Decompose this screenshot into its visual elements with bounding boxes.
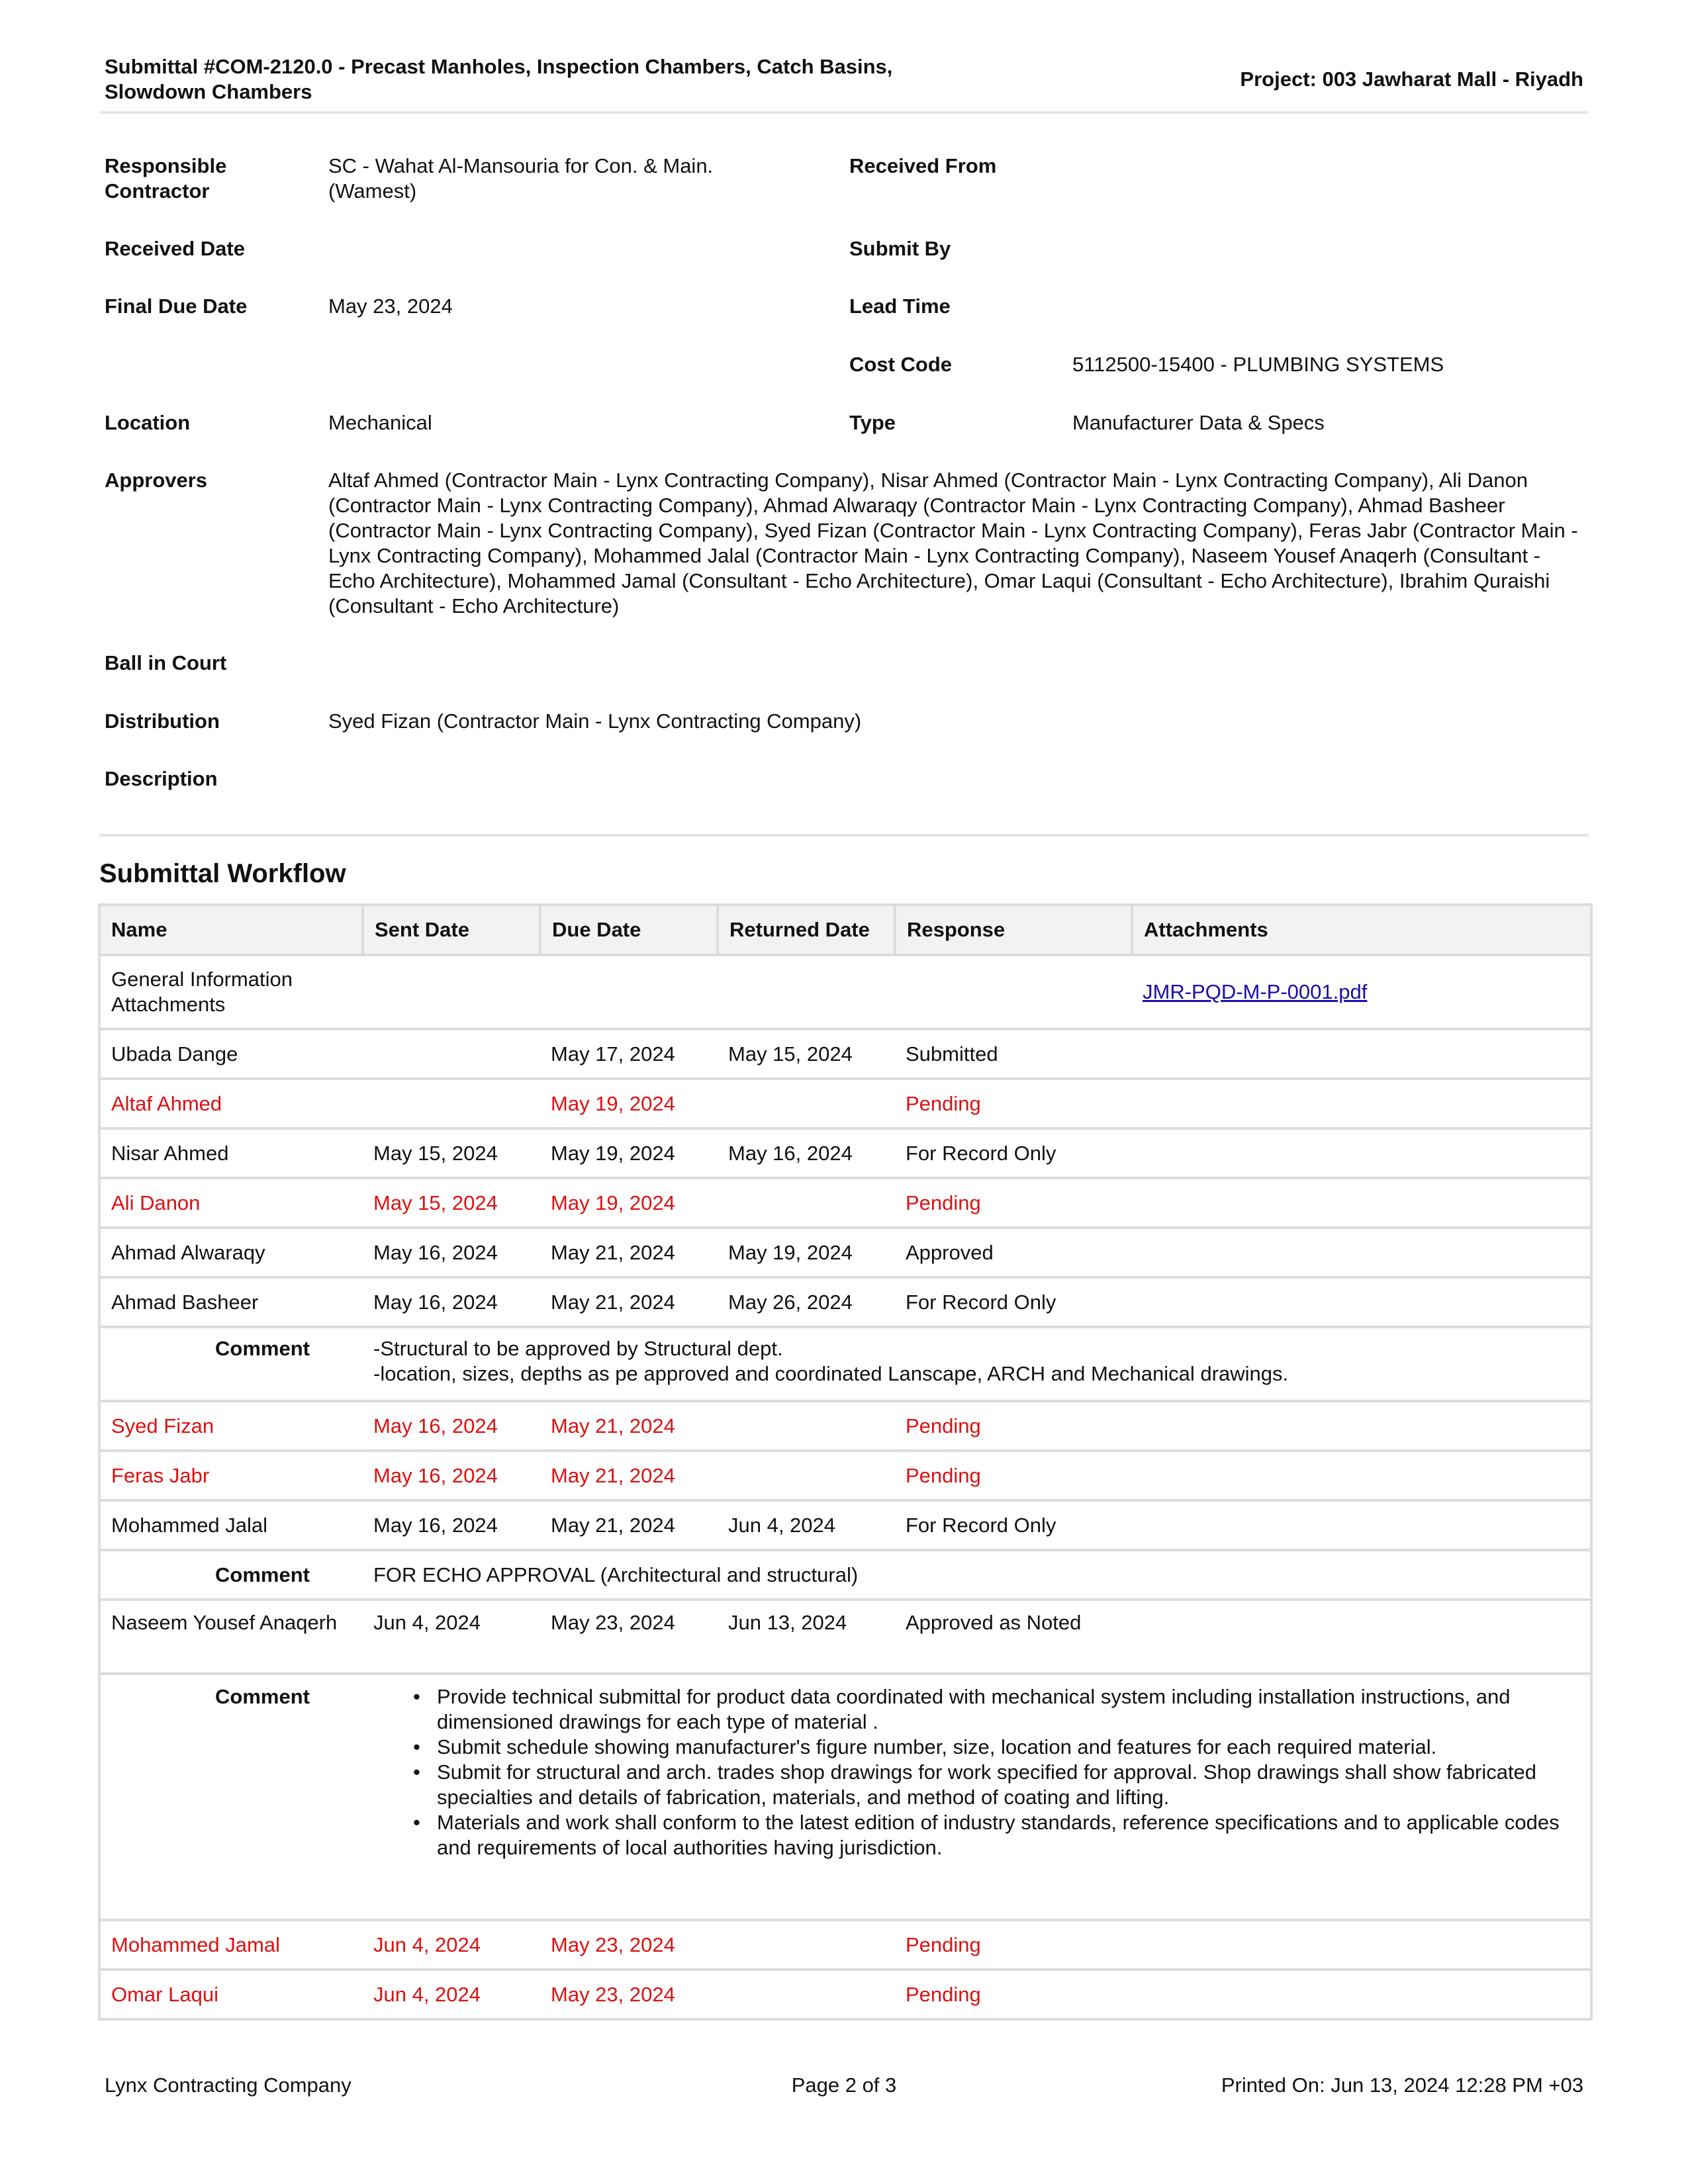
comment-list-item: • Provide technical submittal for product data coordinated with mechanical system including installation instructions, and dimensioned drawings for each type of material . <box>413 1684 1579 1735</box>
row-sent: May 16, 2024 <box>363 1500 540 1550</box>
row-returned <box>718 1920 895 1970</box>
row-due: May 21, 2024 <box>540 1401 718 1451</box>
comment-label: Comment <box>99 1550 363 1600</box>
row-sent: May 15, 2024 <box>363 1178 540 1228</box>
comment-row <box>99 1550 1591 1600</box>
responsible-contractor-label: Responsible Contractor <box>105 154 227 203</box>
row-returned: Jun 4, 2024 <box>718 1500 895 1550</box>
row-due: May 21, 2024 <box>540 1451 718 1500</box>
row-returned <box>718 1451 895 1500</box>
comment-text: FOR ECHO APPROVAL (Architectural and structural) <box>363 1550 1591 1600</box>
final-due-date-value: May 23, 2024 <box>328 295 453 318</box>
project-name: Project: 003 Jawharat Mall - Riyadh <box>1240 68 1583 91</box>
responsible-contractor-value: SC - Wahat Al-Mansouria for Con. & Main. (Wamest) <box>328 154 714 203</box>
row-due: May 19, 2024 <box>540 1128 718 1178</box>
row-name: Omar Laqui <box>99 1970 363 2019</box>
row-response: For Record Only <box>895 1128 1132 1178</box>
row-sent: May 16, 2024 <box>363 1401 540 1451</box>
comment-label: Comment <box>99 1674 363 1920</box>
comment-list <box>373 1684 1579 1860</box>
row-sent <box>363 1029 540 1079</box>
row-name: Altaf Ahmed <box>99 1079 363 1128</box>
col-header-response: Response <box>895 905 1132 955</box>
row-due: May 19, 2024 <box>540 1178 718 1228</box>
row-due: May 19, 2024 <box>540 1079 718 1128</box>
row-due: May 17, 2024 <box>540 1029 718 1079</box>
workflow-table <box>98 903 1593 2021</box>
table-row <box>99 955 1591 1029</box>
row-due: May 23, 2024 <box>540 1920 718 1970</box>
row-name: Ali Danon <box>99 1178 363 1228</box>
row-name: Mohammed Jalal <box>99 1500 363 1550</box>
ball-in-court-label: Ball in Court <box>105 651 227 674</box>
general-info-name: General Information Attachments <box>99 955 363 1029</box>
final-due-date-label: Final Due Date <box>105 295 248 318</box>
table-header-row <box>99 905 1591 955</box>
workflow-title: Submittal Workflow <box>99 859 346 888</box>
row-name: Naseem Yousef Anaqerh <box>99 1600 363 1674</box>
comment-row <box>99 1327 1591 1401</box>
row-response: Pending <box>895 1970 1132 2019</box>
submittal-title: Submittal #COM-2120.0 - Precast Manholes, Inspection Chambers, Catch Basins, Slowdown Chambers <box>105 55 893 103</box>
comment-line: -location, sizes, depths as pe approved and coordinated Lanscape, ARCH and Mechanical drawings. <box>373 1362 1289 1385</box>
received-from-label: Received From <box>849 154 997 177</box>
cost-code-value: 5112500-15400 - PLUMBING SYSTEMS <box>1072 353 1444 376</box>
row-response: For Record Only <box>895 1277 1132 1327</box>
footer-page-number: Page 2 of 3 <box>791 2073 897 2097</box>
row-sent: May 16, 2024 <box>363 1451 540 1500</box>
attachment-link[interactable]: JMR-PQD-M-P-0001.pdf <box>1143 980 1368 1003</box>
col-header-returned-date: Returned Date <box>718 905 895 955</box>
approvers-value: Altaf Ahmed (Contractor Main - Lynx Contracting Company), Nisar Ahmed (Contractor Main - Lynx Contracting Company), Ali Danon (Contractor Main - Lynx Contracting Company), Ahmad Alwaraqy (Contractor Main - Lynx Contracting Company), Ahmad Basheer (Contractor Main - Lynx Contracting Company), Syed Fizan (Contractor Main - Lynx Contracting Company), Feras Jabr (Contractor Main - Lynx Contracting Company), Mohammed Jalal (Contractor Main - Lynx Contracting Company), Naseem Yousef Anaqerh (Consultant - Echo Architecture), Mohammed Jamal (Consultant - Echo Architecture), Omar Laqui (Consultant - Echo Architecture), Ibrahim Quraishi (Consultant - Echo Architecture) <box>328 469 1578 617</box>
distribution-label: Distribution <box>105 709 220 733</box>
row-sent: Jun 4, 2024 <box>363 1970 540 2019</box>
row-sent <box>363 1079 540 1128</box>
distribution-value: Syed Fizan (Contractor Main - Lynx Contracting Company) <box>328 709 862 733</box>
col-header-attachments: Attachments <box>1132 905 1591 955</box>
table-row <box>99 1920 1591 1970</box>
col-header-name: Name <box>99 905 363 955</box>
comment-list-item: • Submit for structural and arch. trades shop drawings for work specified for approval. Shop drawings shall show fabricated specialties and details of fabrication, materials, and method of coating and lifting. <box>413 1760 1579 1810</box>
table-row <box>99 1277 1591 1327</box>
footer-printed-on: Printed On: Jun 13, 2024 12:28 PM +03 <box>1221 2073 1583 2097</box>
description-label: Description <box>105 767 218 790</box>
comment-text <box>363 1327 1591 1401</box>
row-response: Pending <box>895 1079 1132 1128</box>
table-row <box>99 1500 1591 1550</box>
type-label: Type <box>849 411 896 434</box>
row-sent: May 15, 2024 <box>363 1128 540 1178</box>
row-sent: May 16, 2024 <box>363 1277 540 1327</box>
row-due: May 21, 2024 <box>540 1228 718 1277</box>
cost-code-label: Cost Code <box>849 353 952 376</box>
row-name: Nisar Ahmed <box>99 1128 363 1178</box>
row-returned <box>718 1970 895 2019</box>
row-name: Ubada Dange <box>99 1029 363 1079</box>
row-returned: Jun 13, 2024 <box>718 1600 895 1674</box>
lead-time-label: Lead Time <box>849 295 951 318</box>
table-row <box>99 1029 1591 1079</box>
approvers-label: Approvers <box>105 469 208 492</box>
row-due: May 21, 2024 <box>540 1500 718 1550</box>
table-row <box>99 1228 1591 1277</box>
row-due: May 21, 2024 <box>540 1277 718 1327</box>
row-response: Pending <box>895 1920 1132 1970</box>
table-row <box>99 1600 1591 1674</box>
comment-text <box>363 1674 1591 1920</box>
row-sent: Jun 4, 2024 <box>363 1600 540 1674</box>
row-response: For Record Only <box>895 1500 1132 1550</box>
row-sent: May 16, 2024 <box>363 1228 540 1277</box>
row-response: Pending <box>895 1178 1132 1228</box>
row-returned <box>718 1178 895 1228</box>
row-returned <box>718 1401 895 1451</box>
location-value: Mechanical <box>328 411 432 434</box>
row-response: Submitted <box>895 1029 1132 1079</box>
row-name: Mohammed Jamal <box>99 1920 363 1970</box>
table-row <box>99 1178 1591 1228</box>
row-name: Feras Jabr <box>99 1451 363 1500</box>
comment-list-item: • Materials and work shall conform to the latest edition of industry standards, reference specifications and to applicable codes and requirements of local authorities having jurisdiction. <box>413 1810 1579 1860</box>
table-row <box>99 1079 1591 1128</box>
row-name: Ahmad Alwaraqy <box>99 1228 363 1277</box>
col-header-sent-date: Sent Date <box>363 905 540 955</box>
row-due: May 23, 2024 <box>540 1970 718 2019</box>
submit-by-label: Submit By <box>849 237 951 260</box>
row-due: May 23, 2024 <box>540 1600 718 1674</box>
col-header-due-date: Due Date <box>540 905 718 955</box>
row-response: Approved as Noted <box>895 1600 1132 1674</box>
row-returned: May 19, 2024 <box>718 1228 895 1277</box>
row-returned: May 26, 2024 <box>718 1277 895 1327</box>
comment-row <box>99 1674 1591 1920</box>
row-name: Ahmad Basheer <box>99 1277 363 1327</box>
table-row <box>99 1451 1591 1500</box>
row-response: Pending <box>895 1451 1132 1500</box>
header-divider <box>99 111 1589 114</box>
row-name: Syed Fizan <box>99 1401 363 1451</box>
footer-company: Lynx Contracting Company <box>105 2073 352 2097</box>
row-returned: May 15, 2024 <box>718 1029 895 1079</box>
type-value: Manufacturer Data & Specs <box>1072 411 1325 434</box>
row-returned: May 16, 2024 <box>718 1128 895 1178</box>
row-response: Approved <box>895 1228 1132 1277</box>
comment-line: -Structural to be approved by Structural dept. <box>373 1337 783 1360</box>
comment-label: Comment <box>99 1327 363 1401</box>
row-sent: Jun 4, 2024 <box>363 1920 540 1970</box>
row-returned <box>718 1079 895 1128</box>
table-row <box>99 1401 1591 1451</box>
location-label: Location <box>105 411 191 434</box>
section-divider <box>99 834 1589 837</box>
received-date-label: Received Date <box>105 237 245 260</box>
row-response: Pending <box>895 1401 1132 1451</box>
table-row <box>99 1128 1591 1178</box>
comment-list-item: • Submit schedule showing manufacturer's figure number, size, location and features for each required material. <box>413 1735 1579 1760</box>
table-row <box>99 1970 1591 2019</box>
